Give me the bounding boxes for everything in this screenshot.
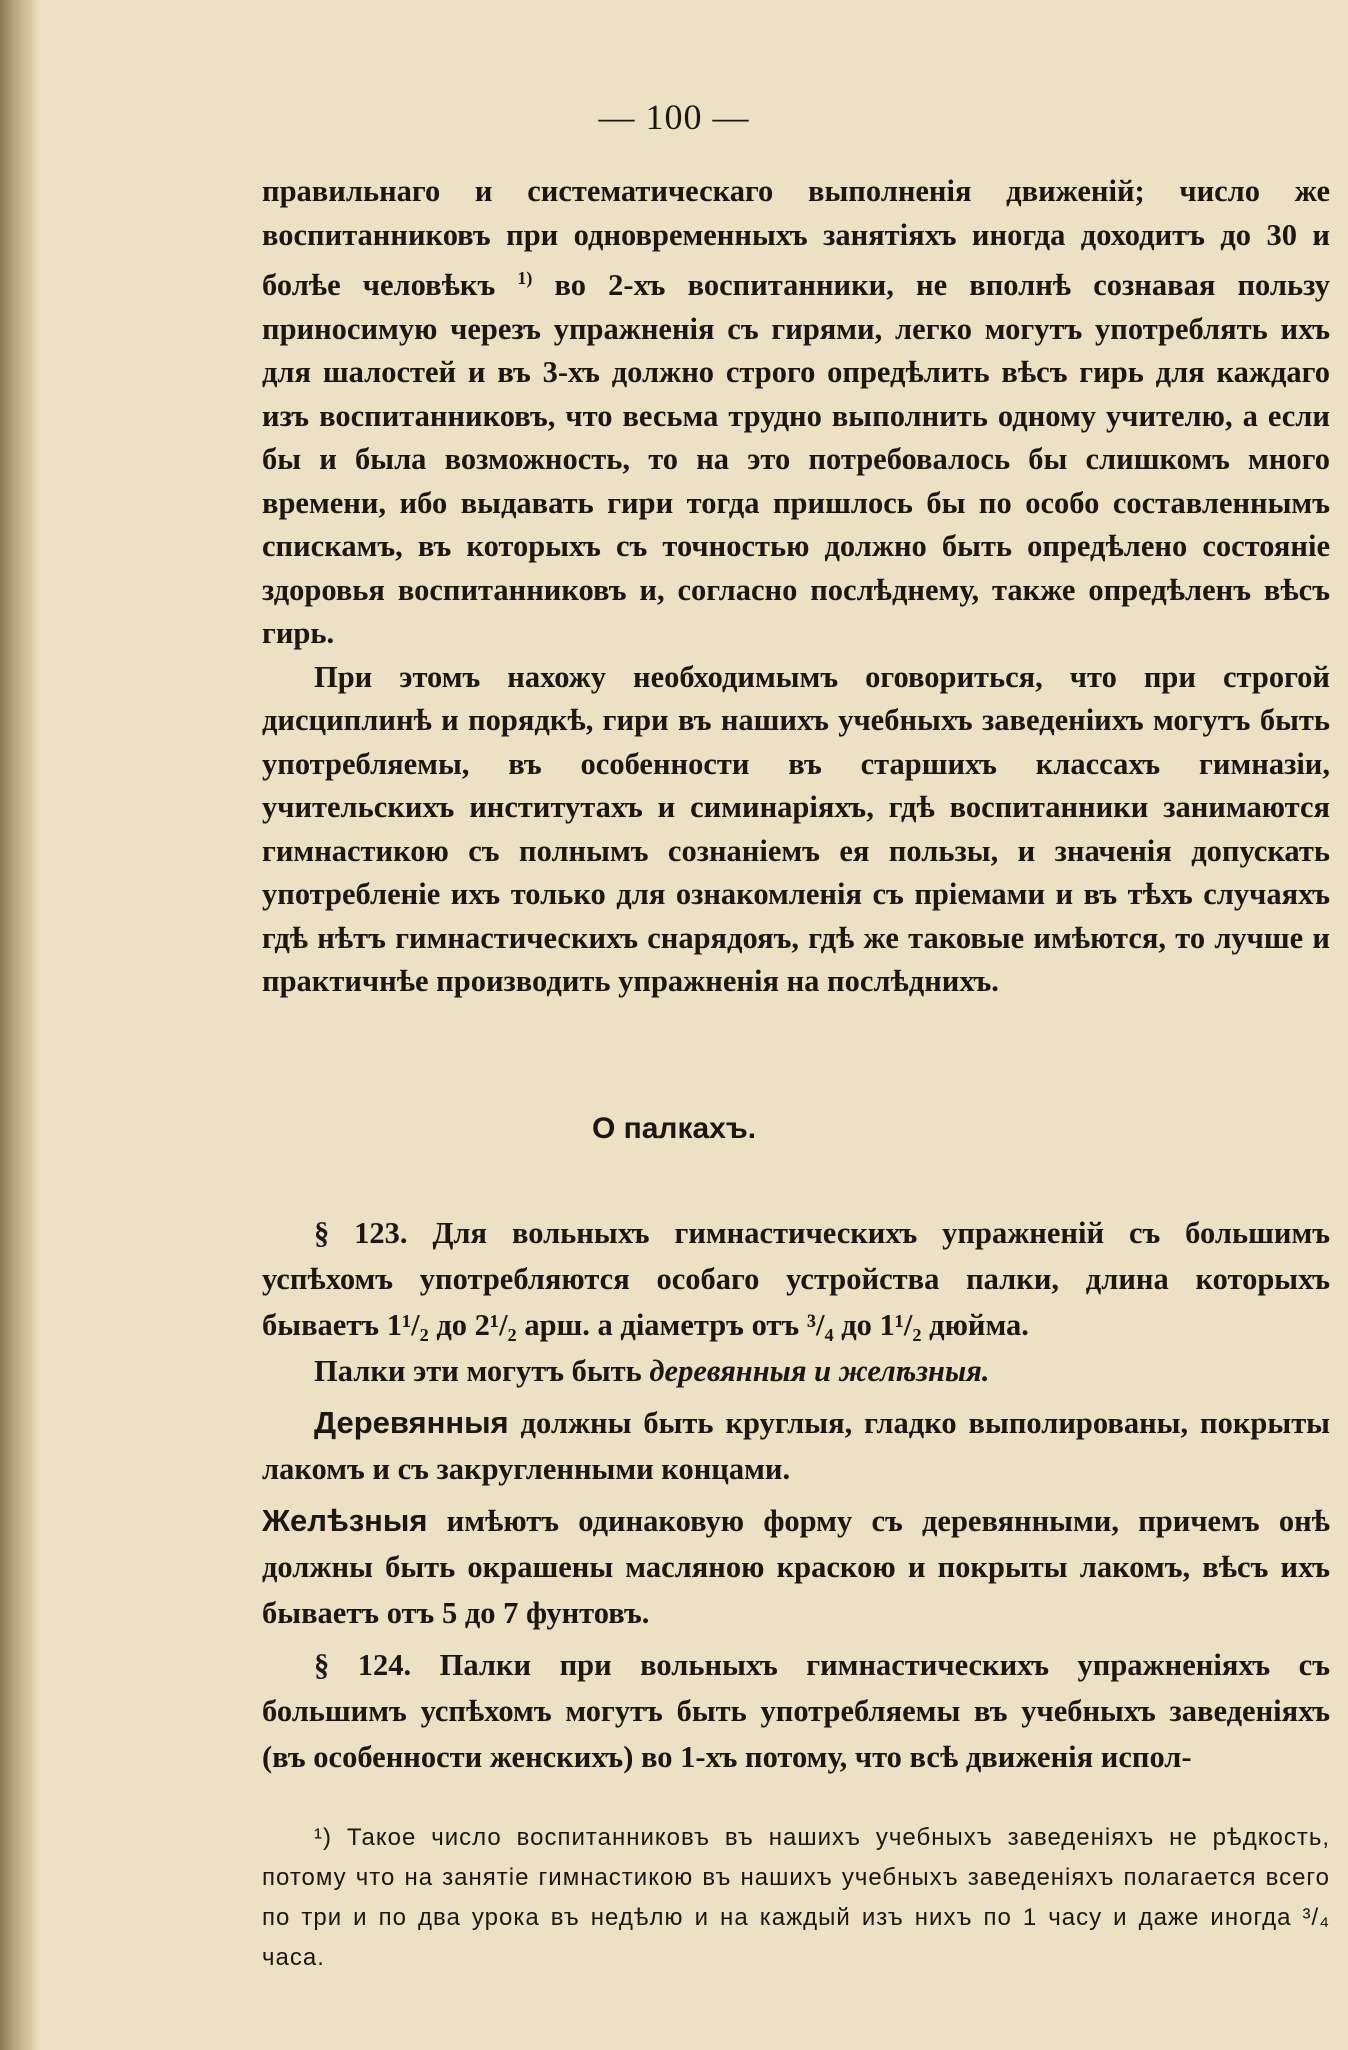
- footnote-text: Такое число воспитанниковъ въ нашихъ учебныхъ заведеніяхъ не рѣдкость, потому что на занятіе гимнастикою въ нашихъ учебныхъ заведеніяхъ полагается всего по три и по два урока въ недѣлю и на каждый изъ нихъ по 1 часу и даже иногда: [262, 1824, 1330, 1931]
- text-span: § 123. Для вольныхъ гимнастическихъ упражненій съ большимъ успѣхомъ употребляются особаго устройства палки, длина которыхъ бываетъ: [262, 1216, 1330, 1342]
- paragraph-123: [262, 1210, 1330, 1348]
- text-span: Палки эти могутъ быть: [314, 1354, 650, 1388]
- footnote-ref: 1): [517, 268, 533, 288]
- keyword-iron: Желѣзныя: [262, 1503, 428, 1538]
- paragraph-124: § 124. Палки при вольныхъ гимнастическихъ упражненіяхъ съ большимъ успѣхомъ могутъ быть употребляемы въ учебныхъ заведеніяхъ (въ особенности женскихъ) во 1-хъ потому, что всѣ движенія испол-: [262, 1648, 1330, 1774]
- page-binding-edge: [0, 0, 40, 2050]
- text-span: до: [833, 1308, 880, 1342]
- footnote-fraction: ³/₄: [1302, 1904, 1330, 1931]
- paragraph-text: правильнаго и систематическаго выполненія движеній; число же воспитанниковъ при одновременныхъ занятіяхъ иногда доходитъ до 30 и болѣе человѣкъ: [262, 174, 1330, 303]
- text-span: дюйма.: [921, 1308, 1029, 1342]
- paragraph-text: во 2-хъ воспитанники, не вполнѣ сознавая пользу приносимую черезъ упражненія съ гирями, легко могутъ употреблять ихъ для шалостей и въ 3-хъ должно строго опредѣлить вѣсъ гирь для каждаго изъ воспитанниковъ, что весьма трудно выполнить одному учителю, а если бы и была возможность, то на это потребовалось бы слишкомъ много времени, ибо выдавать гири тогда пришлось бы по особо составленнымъ спискамъ, въ которыхъ съ точностью должно быть опредѣлено состояніе здоровья воспитанниковъ и, согласно послѣднему, также опредѣленъ вѣсъ гирь.: [262, 268, 1330, 651]
- length-max: 2¹/₂: [474, 1308, 517, 1342]
- text-span: должны быть круглыя, гладко выполированы, покрыты лакомъ и съ закругленными концами.: [262, 1406, 1330, 1486]
- italic-text: деревянныя и желѣзныя.: [649, 1354, 990, 1388]
- paragraph-continuation: [262, 170, 1330, 656]
- length-min: 1¹/₂: [386, 1308, 429, 1342]
- keyword-wooden: Деревянныя: [314, 1405, 509, 1440]
- footnote-text: часа.: [262, 1944, 325, 1971]
- paragraph-caveat: При этомъ нахожу необходимымъ оговориться, что при строгой дисциплинѣ и порядкѣ, гири въ нашихъ учебныхъ заведеніихъ могутъ быть употребляемы, въ особенности въ старшихъ классахъ гимназіи, учительскихъ институтахъ и симинаріяхъ, гдѣ воспитанники занимаются гимнастикою съ полнымъ сознаніемъ ея пользы, и значенія допускать употребленіе ихъ только для ознакомленія съ пріемами и въ тѣхъ случаяхъ гдѣ нѣтъ гимнастическихъ снарядояъ, гдѣ же таковые имѣются, то лучше и практичнѣе производить упражненія на послѣднихъ.: [262, 659, 1330, 999]
- paragraph-materials: [262, 1348, 1330, 1394]
- page-number: — 100 —: [598, 97, 750, 137]
- text-span: арш. а діаметръ отъ: [516, 1308, 807, 1342]
- text-span: имѣютъ одинаковую форму съ деревянными, причемъ онѣ должны быть окрашены масляною краскою и покрыты лакомъ, вѣсъ ихъ бываетъ отъ 5 до 7 фунтовъ.: [262, 1504, 1330, 1630]
- diameter-min: ³/₄: [806, 1308, 834, 1342]
- section-body: [262, 1210, 1330, 1780]
- diameter-max: 1¹/₂: [879, 1308, 922, 1342]
- footnote: [262, 1818, 1330, 1978]
- paragraph-wooden: [262, 1400, 1330, 1492]
- top-text-block: [262, 170, 1330, 1004]
- section-heading: О палкахъ.: [591, 1112, 757, 1145]
- footnote-mark: ¹): [314, 1824, 332, 1851]
- text-span: до: [428, 1308, 475, 1342]
- paragraph-iron: [262, 1498, 1330, 1636]
